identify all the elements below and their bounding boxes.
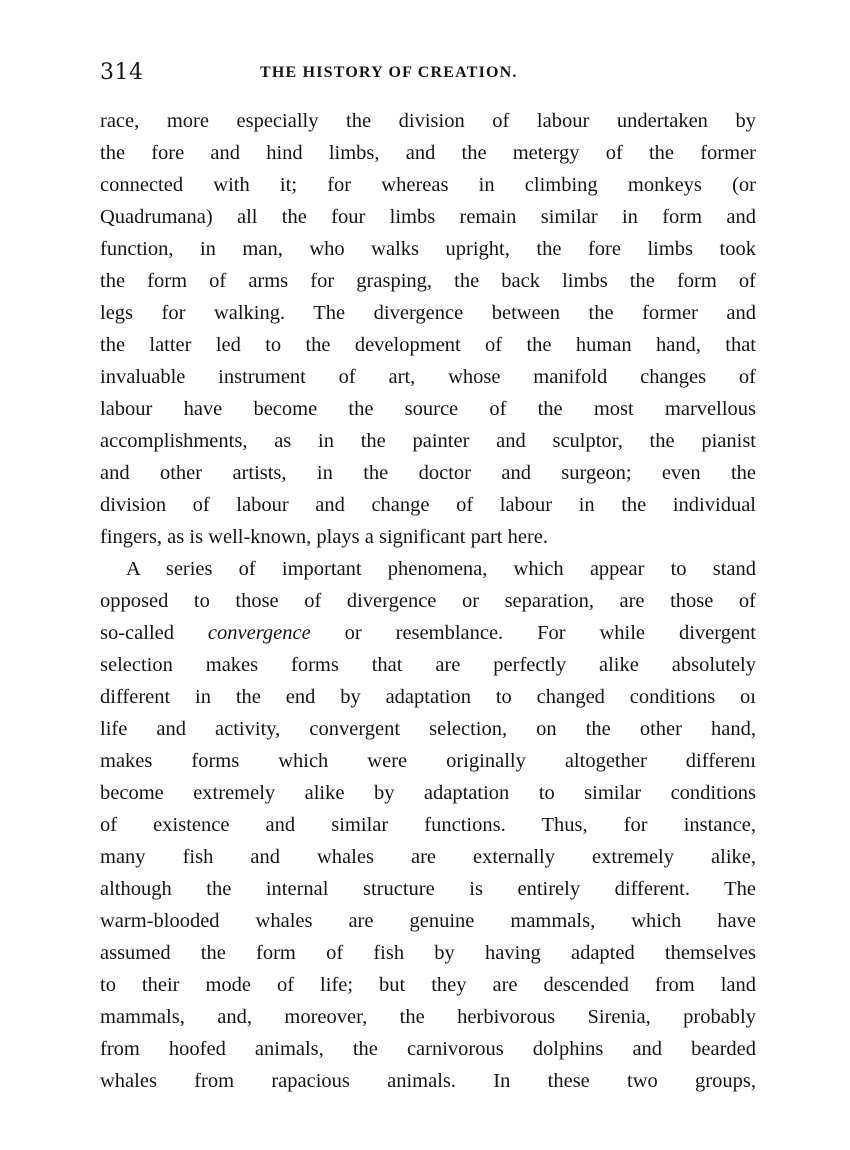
text-line: assumed the form of fish by having adapted themselves: [100, 942, 756, 964]
text-line: and other artists, in the doctor and surgeon; even the: [100, 462, 756, 484]
text-line: of existence and similar functions. Thus, for instance,: [100, 814, 756, 836]
text-line: many fish and whales are externally extremely alike,: [100, 846, 756, 868]
text-segment: or resemblance. For while divergent: [310, 622, 756, 644]
text-line: labour have become the source of the most marvellous: [100, 398, 756, 420]
text-segment: so-called: [100, 622, 208, 644]
text-line: Quadrumana) all the four limbs remain similar in form and: [100, 206, 756, 228]
text-line: invaluable instrument of art, whose manifold changes of: [100, 366, 756, 388]
page-number: 314: [100, 60, 144, 85]
text-line: the fore and hind limbs, and the metergy of the former: [100, 142, 756, 164]
text-line: become extremely alike by adaptation to similar conditions: [100, 782, 756, 804]
body-text: [100, 105, 756, 1097]
text-line: different in the end by adaptation to changed conditions oı: [100, 686, 756, 708]
text-line: although the internal structure is entirely different. The: [100, 878, 756, 900]
running-title: THE HISTORY OF CREATION.: [260, 64, 518, 81]
text-line-with-italic: [100, 617, 756, 649]
text-line: from hoofed animals, the carnivorous dolphins and bearded: [100, 1038, 756, 1060]
text-line: makes forms which were originally altogether differenı: [100, 750, 756, 772]
text-line: accomplishments, as in the painter and sculptor, the pianist: [100, 430, 756, 452]
paragraph-start-line: A series of important phenomena, which appear to stand: [126, 558, 756, 580]
text-line: the latter led to the development of the human hand, that: [100, 334, 756, 356]
text-line: division of labour and change of labour in the individual: [100, 494, 756, 516]
text-line: life and activity, convergent selection, on the other hand,: [100, 718, 756, 740]
text-line: opposed to those of divergence or separation, are those of: [100, 590, 756, 612]
text-line: whales from rapacious animals. In these two groups,: [100, 1070, 756, 1092]
text-line: connected with it; for whereas in climbing monkeys (or: [100, 174, 756, 196]
text-line: selection makes forms that are perfectly alike absolutely: [100, 654, 756, 676]
text-line: race, more especially the division of labour undertaken by: [100, 110, 756, 132]
text-line: mammals, and, moreover, the herbivorous Sirenia, probably: [100, 1006, 756, 1028]
text-line: legs for walking. The divergence between the former and: [100, 302, 756, 324]
paragraph-end-line: fingers, as is well-known, plays a significant part here.: [100, 526, 549, 548]
text-line: warm-blooded whales are genuine mammals, which have: [100, 910, 756, 932]
text-line: to their mode of life; but they are descended from land: [100, 974, 756, 996]
text-line: function, in man, who walks upright, the fore limbs took: [100, 238, 756, 260]
italic-term: convergence: [207, 622, 311, 644]
text-line: the form of arms for grasping, the back limbs the form of: [100, 270, 756, 292]
page-header: [100, 60, 750, 90]
